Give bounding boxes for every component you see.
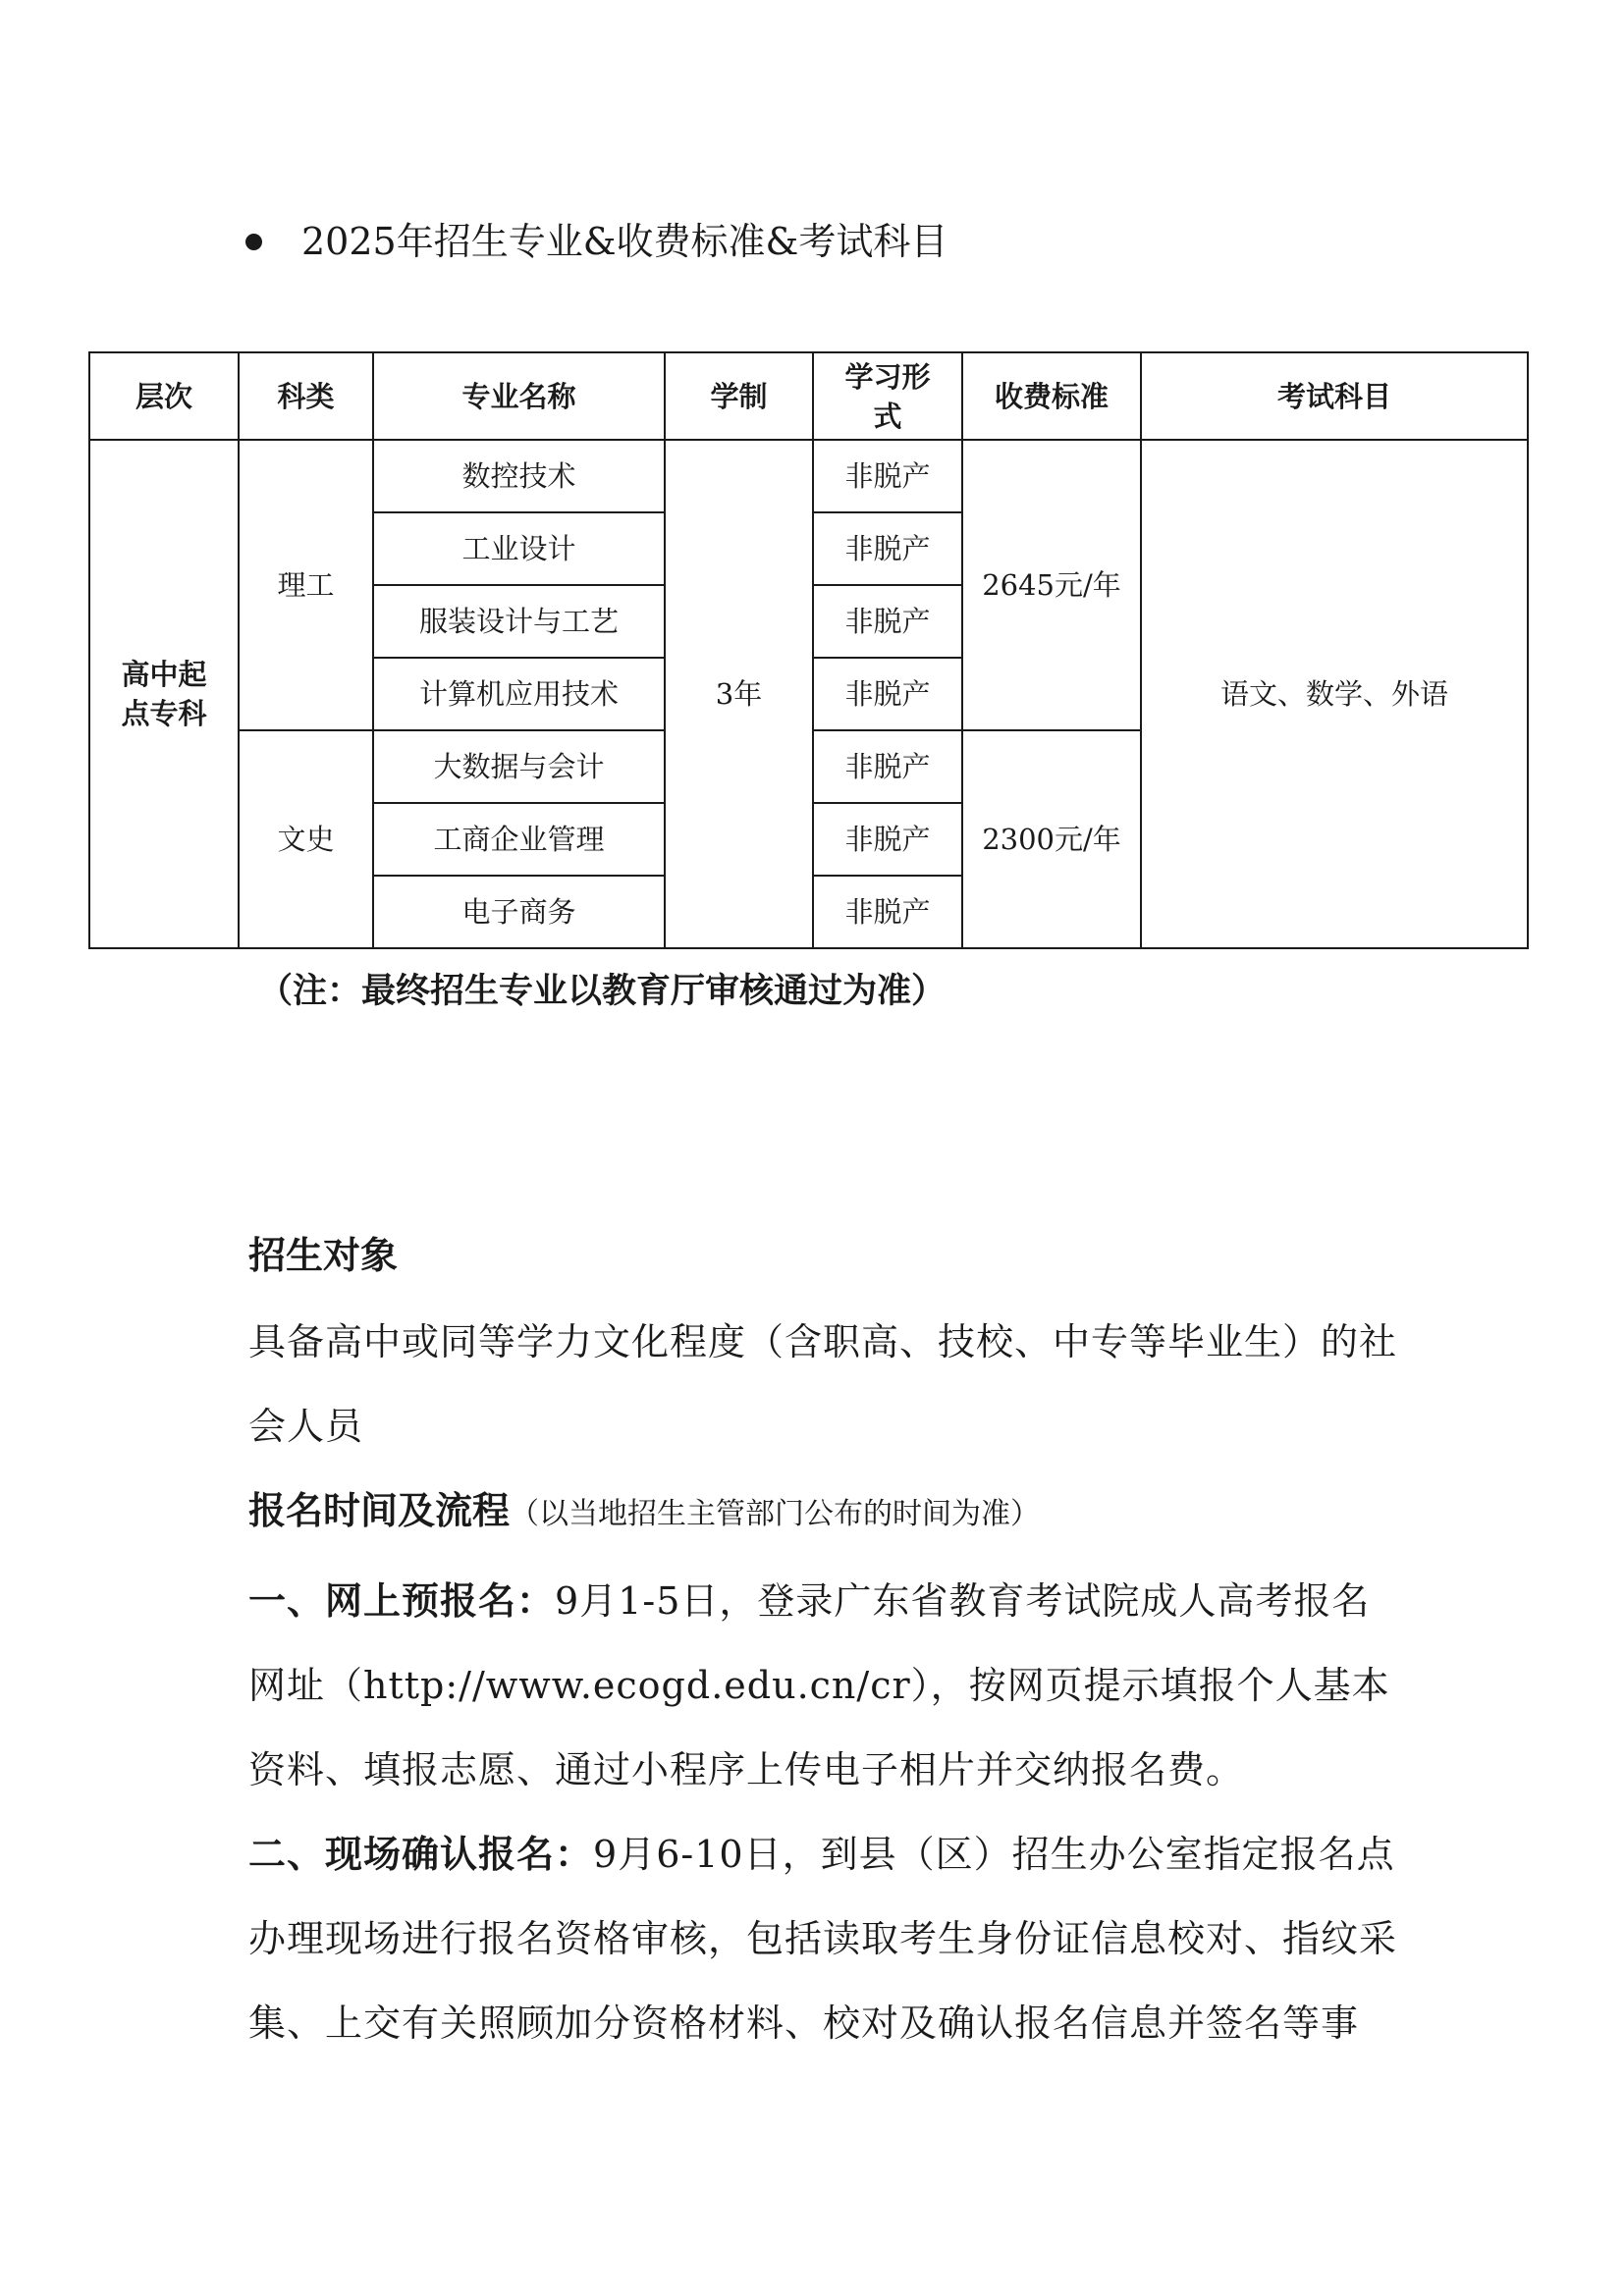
fee-cell: 2645元/年	[962, 440, 1141, 730]
mode-cell: 非脱产	[813, 876, 962, 948]
mode-cell: 非脱产	[813, 658, 962, 730]
duration-cell: 3年	[665, 440, 813, 948]
step-2-text: 9月6-10日，到县（区）招生办公室指定报名点办理现场进行报名资格审核，包括读取考生身份证信息校对、指纹采集、上交有关照顾加分资格材料、校对及确认报名信息并签名等事	[248, 1833, 1398, 2045]
header-fee: 收费标准	[962, 352, 1141, 440]
category-cell: 理工	[239, 440, 373, 730]
header-major: 专业名称	[373, 352, 665, 440]
major-cell: 工业设计	[373, 512, 665, 585]
major-cell: 计算机应用技术	[373, 658, 665, 730]
major-cell: 大数据与会计	[373, 730, 665, 803]
mode-cell: 非脱产	[813, 585, 962, 658]
section-title: 2025年招生专业&收费标准&考试科目	[301, 220, 948, 263]
mode-cell: 非脱产	[813, 440, 962, 512]
registration-subtitle: （以当地招生主管部门公布的时间为准）	[510, 1497, 1041, 1531]
mode-cell: 非脱产	[813, 730, 962, 803]
header-duration: 学制	[665, 352, 813, 440]
step-1-text: 9月1-5日，登录广东省教育考试院成人高考报名网址（http://www.ecogd.edu.cn/cr），按网页提示填报个人基本资料、填报志愿、通过小程序上传电子相片并交纳报名费。	[248, 1579, 1390, 1791]
section-heading	[245, 214, 947, 269]
table-header-row	[89, 352, 1528, 440]
registration-title: 报名时间及流程	[248, 1489, 511, 1532]
step-2-lead: 二、现场确认报名：	[248, 1833, 594, 1876]
majors-fee-table	[88, 351, 1529, 949]
header-study-mode: 学习形式	[813, 352, 962, 440]
enrollment-heading: 招生对象	[248, 1234, 399, 1277]
table-note: （注：最终招生专业以教育厅审核通过为准）	[258, 972, 947, 1011]
level-cell: 高中起点专科	[89, 440, 239, 948]
step-1-lead: 一、网上预报名：	[248, 1579, 556, 1623]
major-cell: 电子商务	[373, 876, 665, 948]
mode-cell: 非脱产	[813, 512, 962, 585]
table-row	[89, 440, 1528, 512]
main-content	[248, 1227, 1397, 2065]
category-cell: 文史	[239, 730, 373, 948]
major-cell: 工商企业管理	[373, 803, 665, 876]
exam-subjects-cell: 语文、数学、外语	[1141, 440, 1528, 948]
header-category: 科类	[239, 352, 373, 440]
registration-heading	[248, 1482, 1397, 1543]
fee-cell: 2300元/年	[962, 730, 1141, 948]
major-cell: 数控技术	[373, 440, 665, 512]
enrollment-text: 具备高中或同等学力文化程度（含职高、技校、中专等毕业生）的社会人员	[248, 1320, 1398, 1448]
mode-cell: 非脱产	[813, 803, 962, 876]
registration-step-1	[248, 1559, 1397, 1812]
bullet-icon	[245, 234, 262, 250]
header-exam-subjects: 考试科目	[1141, 352, 1528, 440]
registration-step-2	[248, 1812, 1397, 2065]
header-level: 层次	[89, 352, 239, 440]
major-cell: 服装设计与工艺	[373, 585, 665, 658]
